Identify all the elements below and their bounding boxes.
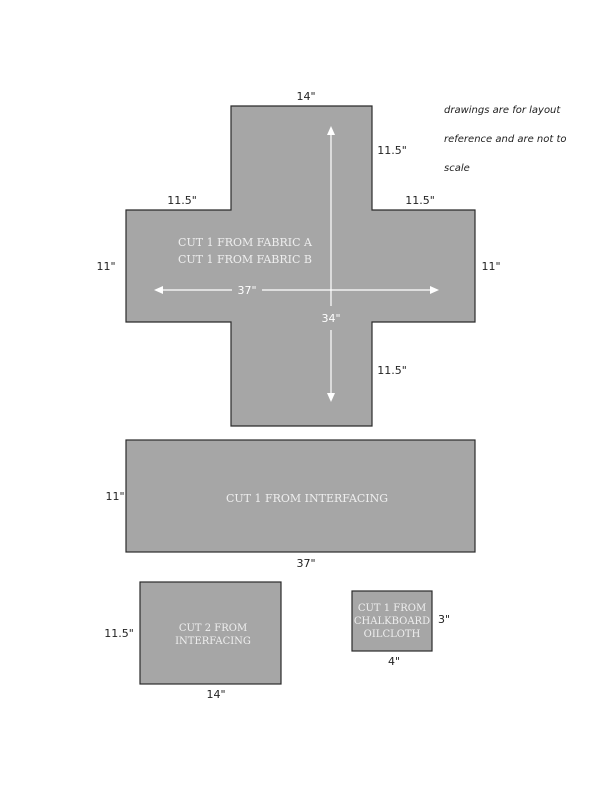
cross-label-fabric-b: CUT 1 FROM FABRIC B [177,253,313,266]
cross-label-fabric-a: CUT 1 FROM FABRIC A [178,236,312,249]
interfacing-strip-label: CUT 1 FROM INTERFACING [225,492,389,505]
interfacing-small-label-2: INTERFACING [175,636,251,647]
note-line-3: scale [444,163,470,174]
chalkboard-dim-right: 3" [437,613,451,626]
note-line-1: drawings are for layout [444,105,561,116]
interfacing-small-label-1: CUT 2 FROM [178,623,248,634]
cross-dim-left-shoulder: 11.5" [167,194,197,207]
interfacing-strip-dim-left: 11" [105,490,125,503]
note-line-2: reference and are not to [444,134,567,145]
cross-dim-upper-arm: 11.5" [377,144,407,157]
interfacing-small-dim-bottom: 14" [206,688,226,701]
chalkboard-dim-bottom: 4" [387,655,401,668]
cross-dim-lower-arm: 11.5" [377,364,407,377]
cross-pattern-piece [126,106,475,426]
chalkboard-label-1: CUT 1 FROM [357,603,427,614]
cross-dim-right-side: 11" [481,260,501,273]
cross-dim-right-shoulder: 11.5" [405,194,435,207]
chalkboard-label-3: OILCLOTH [363,629,421,640]
cross-dim-left-side: 11" [96,260,116,273]
cross-dim-height: 34" [321,312,341,325]
chalkboard-label-2: CHALKBOARD [353,616,431,627]
cross-dim-width: 37" [237,284,257,297]
cross-dim-top: 14" [296,90,316,103]
interfacing-strip-dim-bottom: 37" [296,557,316,570]
interfacing-small-dim-left: 11.5" [104,627,134,640]
